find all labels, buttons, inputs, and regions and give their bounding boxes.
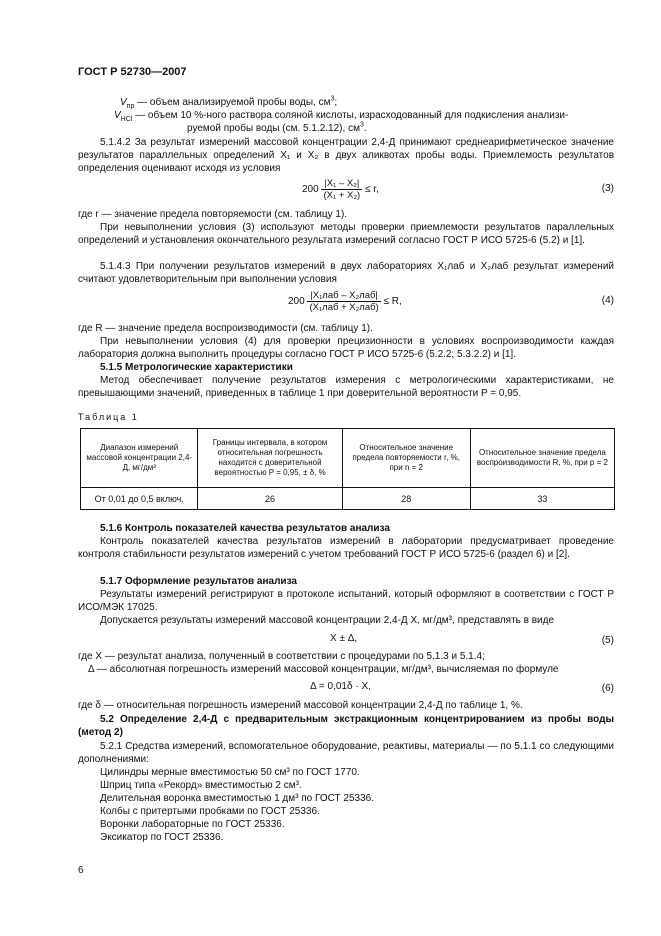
table-header-row bbox=[81, 429, 615, 488]
formula-6 bbox=[78, 680, 614, 694]
formula-number: (4) bbox=[601, 295, 614, 306]
def-sub: пр bbox=[126, 103, 135, 110]
list-item: Цилиндры мерные вместимостью 50 см³ по ГОСТ 1770. bbox=[100, 767, 360, 778]
definition-v-hcl bbox=[114, 109, 614, 122]
table-header-cell: Относительное значение предела повторяемости r, %, при n = 2 bbox=[342, 429, 470, 488]
table-cell: 33 bbox=[470, 488, 614, 510]
def-text: руемой пробы воды (см. 5.1.2.12), см bbox=[187, 123, 360, 134]
table-cell: 26 bbox=[198, 488, 342, 510]
table-cell: 28 bbox=[342, 488, 470, 510]
formula-condition: ≤ r, bbox=[364, 184, 379, 196]
paragraph-5-1-7-b: Допускается результаты измерений массовой концентрации 2,4-Д X, мг/дм³, представлять в виде bbox=[100, 615, 555, 626]
def-text: — объем анализируемой пробы воды, см bbox=[134, 97, 331, 108]
paragraph-5-1-4-2: 5.1.4.2 За результат измерений массовой концентрации 2,4-Д принимают среднеарифметическое значение результатов параллельных определений X₁ и X₂ в двух аликвотах пробы воды. Приемлемость результатов определения оценивают исходя из условия bbox=[78, 137, 614, 174]
def-tail: . bbox=[363, 123, 367, 134]
def-sup: 3 bbox=[330, 95, 335, 103]
document-header: ГОСТ Р 52730—2007 bbox=[78, 66, 187, 78]
table-header-cell: Границы интервала, в котором относительная погрешность находится с доверительной вероятностью P = 0,95, ± δ, % bbox=[198, 429, 342, 488]
def-text: — объем 10 %-ного раствора соляной кислоты, израсходованный для подкисления анализи- bbox=[132, 110, 569, 121]
table-header-cell: Диапазон измерений массовой концентрации 2,4-Д, мг/дм³ bbox=[81, 429, 198, 488]
paragraph-5-1-5: Метод обеспечивает получение результатов измерения с метрологическими характеристиками, не превышающими значений, приведенных в таблице 1 при доверительной вероятности P = 0,95. bbox=[78, 375, 614, 399]
equipment-list bbox=[100, 766, 614, 844]
table-row bbox=[81, 488, 615, 510]
definition-v-hcl-line2 bbox=[187, 122, 614, 135]
page-number: 6 bbox=[78, 865, 84, 876]
definition-v-pr bbox=[120, 96, 614, 109]
paragraph-5-1-6: Контроль показателей качества результатов измерений в лаборатории предусматривает проведение контроля стабильности результатов измерений с учетом требований ГОСТ Р ИСО 5725-6 (раздел 6) и [2]. bbox=[78, 536, 614, 560]
paragraph-nevyp-3: При невыполнении условия (3) используют методы проверки приемлемости результатов параллельных определений и установления окончательного результата измерений согласно ГОСТ Р ИСО 5725-6 (5.2) и [1]. bbox=[78, 222, 614, 246]
paragraph-X-def: где X — результат анализа, полученный в соответствии с процедурами по 5.1.3 и 5.1.4; bbox=[78, 651, 485, 662]
formula-numerator: |X₁лаб – X₂лаб| bbox=[307, 290, 380, 302]
formula-fraction bbox=[307, 290, 380, 313]
formula-number: (3) bbox=[601, 183, 614, 194]
formula-number: (6) bbox=[601, 683, 614, 694]
formula-5 bbox=[78, 632, 614, 646]
formula-condition: ≤ R, bbox=[383, 296, 402, 308]
formula-denominator: (X₁ + X₂) bbox=[323, 190, 361, 201]
table-caption: Таблица 1 bbox=[78, 412, 139, 422]
paragraph-R-def: где R — значение предела воспроизводимости (см. таблицу 1). bbox=[78, 323, 373, 334]
def-symbol: V bbox=[120, 97, 127, 108]
list-item: Делительная воронка вместимостью 1 дм³ по ГОСТ 25336. bbox=[100, 793, 374, 804]
formula-coef: 200 bbox=[302, 184, 319, 196]
paragraph-5-2-1: 5.2.1 Средства измерений, вспомогательное оборудование, реактивы, материалы — по 5.1.1 со следующими дополнениями: bbox=[78, 741, 614, 765]
heading-5-1-5: 5.1.5 Метрологические характеристики bbox=[100, 362, 293, 373]
def-sub: HCl bbox=[120, 116, 133, 123]
def-sup: 3 bbox=[359, 121, 364, 129]
def-tail: ; bbox=[334, 97, 338, 108]
formula-expression: Δ = 0,01δ · X, bbox=[310, 681, 371, 692]
list-item: Воронки лабораторные по ГОСТ 25336. bbox=[100, 819, 285, 830]
heading-5-1-7: 5.1.7 Оформление результатов анализа bbox=[100, 576, 297, 587]
def-symbol: V bbox=[114, 110, 121, 121]
paragraph-5-1-7-a: Результаты измерений регистрируют в протоколе испытаний, который оформляют в соответствии с ГОСТ Р ИСО/МЭК 17025. bbox=[78, 589, 614, 613]
heading-5-1-6: 5.1.6 Контроль показателей качества результатов анализа bbox=[100, 523, 390, 534]
formula-coef: 200 bbox=[288, 296, 305, 308]
table-cell: От 0,01 до 0,5 включ. bbox=[81, 488, 198, 510]
paragraph-r-def: где r — значение предела повторяемости (см. таблицу 1). bbox=[78, 209, 348, 220]
heading-5-2: 5.2 Определение 2,4-Д с предварительным экстракционным концентрированием из пробы воды (метод 2) bbox=[78, 714, 614, 738]
formula-denominator: (X₁лаб + X₂лаб) bbox=[309, 302, 379, 313]
formula-number: (5) bbox=[601, 635, 614, 646]
formula-numerator: |X₁ – X₂| bbox=[321, 178, 362, 190]
paragraph-5-1-4-3: 5.1.4.3 При получении результатов измерений в двух лабораториях X₁лаб и X₂лаб результат измерений считают удовлетворительным при выполнении условия bbox=[78, 261, 614, 285]
list-item: Эксикатор по ГОСТ 25336. bbox=[100, 832, 224, 843]
paragraph-delta-def: Δ — абсолютная погрешность измерений массовой концентрации, мг/дм³, вычисляемая по формуле bbox=[88, 664, 559, 675]
list-item: Шприц типа «Рекорд» вместимостью 2 см³. bbox=[100, 780, 302, 791]
formula-4 bbox=[78, 288, 614, 314]
table-header-cell: Относительное значение предела воспроизводимости R, %, при p = 2 bbox=[470, 429, 614, 488]
paragraph-delta-small-def: где δ — относительная погрешность измерений массовой концентрации 2,4-Д по таблице 1, %. bbox=[78, 700, 523, 711]
paragraph-nevyp-4: При невыполнении условия (4) для проверки прецизионности в условиях воспроизводимости каждая лаборатория должна выполнить процедуры согласно ГОСТ Р ИСО 5725-6 (5.2.2; 5.3.2.2) и [1]. bbox=[78, 336, 614, 360]
formula-fraction bbox=[321, 178, 362, 201]
table-1 bbox=[80, 428, 615, 510]
list-item: Колбы с притертыми пробками по ГОСТ 25336. bbox=[100, 806, 320, 817]
formula-3 bbox=[78, 176, 614, 202]
formula-expression: X ± Δ, bbox=[330, 633, 358, 644]
